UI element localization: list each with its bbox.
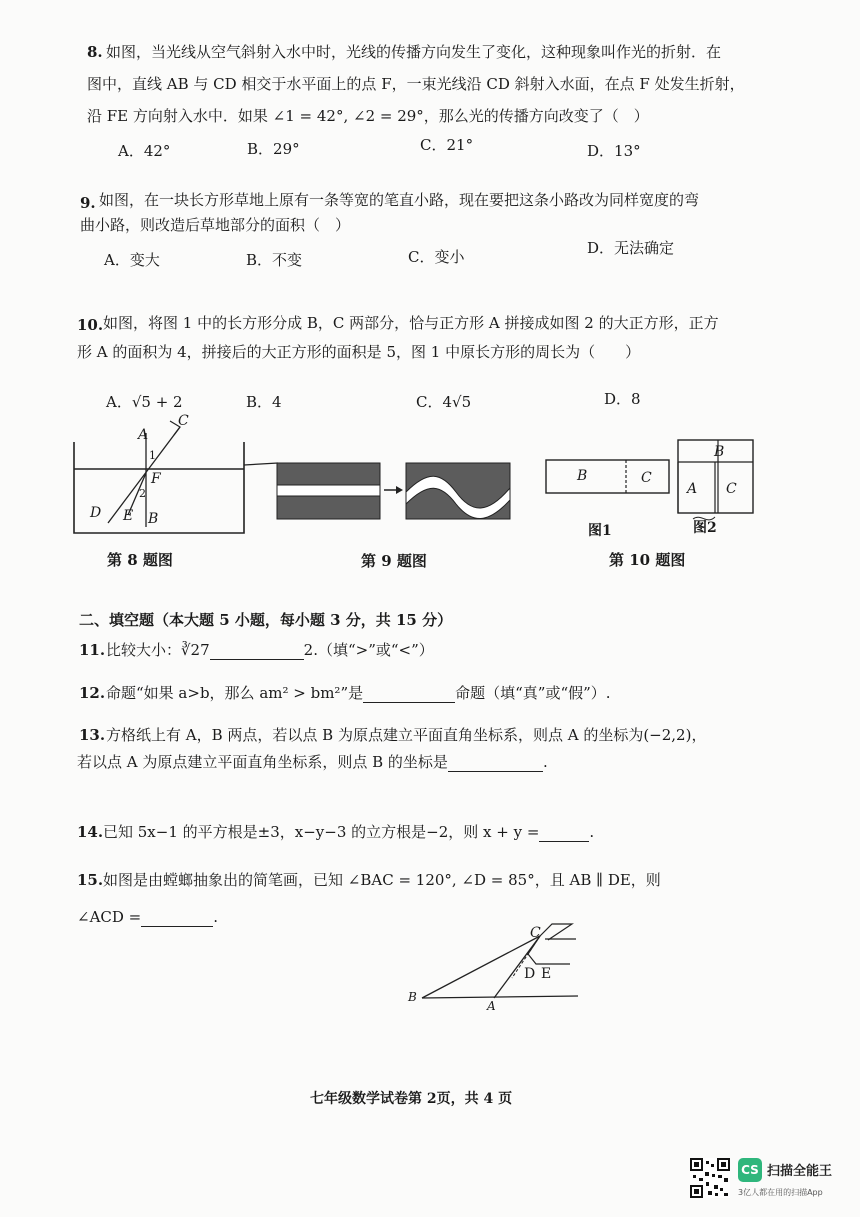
fig10-label-b1: B: [577, 468, 588, 484]
connector-line: [244, 460, 280, 470]
q13-answer-blank[interactable]: [448, 755, 543, 772]
q9-line1: 如图，在一块长方形草地上原有一条等宽的笔直小路，现在要把这条小路改为同样宽度的弯: [99, 191, 700, 209]
fig8-label-e: E: [123, 508, 134, 524]
q15-line2: ∠ACD =: [77, 908, 142, 926]
q14-number: 14.: [77, 823, 104, 841]
q9-option-c: C．变小: [408, 248, 465, 266]
fig8-label-b: B: [148, 511, 159, 527]
fig10-caption-1: 图1: [588, 523, 612, 539]
fig15-label-d: D: [524, 966, 536, 982]
q13-line2: 若以点 A 为原点建立平面直角坐标系，则点 B 的坐标是: [77, 753, 448, 771]
fig8-label-1: 1: [149, 449, 156, 462]
fig10-caption: 第 10 题图: [609, 551, 686, 569]
q14-end: .: [589, 823, 595, 841]
figure-9-paths: [276, 462, 516, 524]
fig8-label-a: A: [138, 427, 149, 443]
fig10-label-a2: A: [687, 481, 698, 497]
q10-option-c: C．4√5: [416, 393, 472, 411]
fig15-label-b: B: [408, 990, 417, 1004]
q8-option-c: C．21°: [420, 136, 474, 154]
q10-option-b: B．4: [246, 393, 282, 411]
qr-code-icon: [690, 1158, 730, 1198]
q13-end: .: [542, 753, 548, 771]
q9-line2: 曲小路，则改造后草地部分的面积（ ）: [80, 216, 351, 234]
q10-option-a: A．√5 + 2: [106, 393, 183, 411]
q12-after: 命题（填“真”或“假”）.: [455, 684, 611, 702]
q12-number: 12.: [79, 684, 106, 702]
q11-after: 2.（填“>”或“<”）: [303, 641, 434, 659]
fig9-caption: 第 9 题图: [361, 552, 427, 570]
q13-line1: 方格纸上有 A，B 两点，若以点 B 为原点建立平面直角坐标系，则点 A 的坐标为(−2,2)，: [106, 726, 707, 744]
fig8-label-d: D: [90, 505, 102, 521]
fig15-label-c: C: [530, 925, 541, 941]
q11-answer-blank[interactable]: [210, 643, 304, 660]
fig8-label-c: C: [178, 413, 189, 429]
q12-text: [106, 683, 611, 703]
scanner-tagline: 3亿人都在用的扫描App: [738, 1188, 823, 1197]
q10-line2: 形 A 的面积为 4，拼接后的大正方形的面积是 5，图 1 中原长方形的周长为（ ）: [77, 343, 641, 361]
page-footer: 七年级数学试卷第 2页，共 4 页: [310, 1091, 513, 1107]
fig8-caption: 第 8 题图: [107, 551, 173, 569]
q9-option-b: B．不变: [246, 251, 303, 269]
fig10-label-b2: B: [714, 444, 725, 460]
q8-option-a: A．42°: [118, 142, 171, 160]
q12-answer-blank[interactable]: [363, 686, 455, 703]
q15-end: .: [213, 908, 219, 926]
q14-answer-blank[interactable]: [539, 825, 589, 842]
q15-line1: 如图是由螳螂抽象出的简笔画，已知 ∠BAC = 120°, ∠D = 85°，且 AB ∥ DE，则: [103, 871, 661, 889]
q11-before: 比较大小：∛27: [106, 641, 210, 659]
q12-before: 命题“如果 a>b，那么 am² > bm²”是: [106, 684, 364, 702]
fig10-label-c2: C: [726, 481, 737, 497]
q10-line1: 如图，将图 1 中的长方形分成 B，C 两部分，恰与正方形 A 拼接成如图 2 的大正方形，正方: [103, 314, 719, 332]
q14-text-row: [103, 822, 594, 842]
fig15-label-a: A: [487, 999, 496, 1013]
q8-option-b: B．29°: [247, 140, 300, 158]
q8-line2: 图中，直线 AB 与 CD 相交于水平面上的点 F，一束光线沿 CD 斜射入水面，在点 F 处发生折射，: [87, 75, 745, 93]
fig10-label-c1: C: [641, 470, 652, 486]
q11-number: 11.: [79, 641, 106, 659]
q9-option-d: D．无法确定: [587, 239, 675, 257]
q14-text: 已知 5x−1 的平方根是±3，x−y−3 的立方根是−2，则 x + y =: [103, 823, 540, 841]
q13-text2: [77, 752, 548, 772]
q8-line3: 沿 FE 方向射入水中．如果 ∠1 = 42°, ∠2 = 29°，那么光的传播方向改变了（ ）: [87, 107, 649, 125]
q10-number: 10.: [77, 316, 104, 334]
q13-number: 13.: [79, 726, 106, 744]
section-title: 二、填空题（本大题 5 小题，每小题 3 分，共 15 分）: [79, 611, 453, 629]
q15-text2: [77, 907, 218, 927]
scanner-app-name: 扫描全能王: [767, 1164, 833, 1179]
q8-option-d: D．13°: [587, 142, 641, 160]
fig8-label-2: 2: [139, 487, 146, 500]
q9-number: 9.: [80, 194, 96, 212]
fig8-label-f: F: [151, 471, 161, 487]
fig10-caption-2: 图2: [693, 520, 717, 536]
q11-text: [106, 640, 434, 660]
scanner-logo-badge: CS: [738, 1158, 762, 1182]
q15-answer-blank[interactable]: [141, 910, 213, 927]
q8-number: 8.: [87, 43, 103, 61]
q8-line1: 如图，当光线从空气斜射入水中时，光线的传播方向发生了变化，这种现象叫作光的折射．在: [106, 43, 722, 61]
q9-option-a: A．变大: [104, 251, 160, 269]
q10-option-d: D．8: [604, 390, 641, 408]
q15-number: 15.: [77, 871, 104, 889]
fig15-label-e: E: [541, 966, 552, 982]
